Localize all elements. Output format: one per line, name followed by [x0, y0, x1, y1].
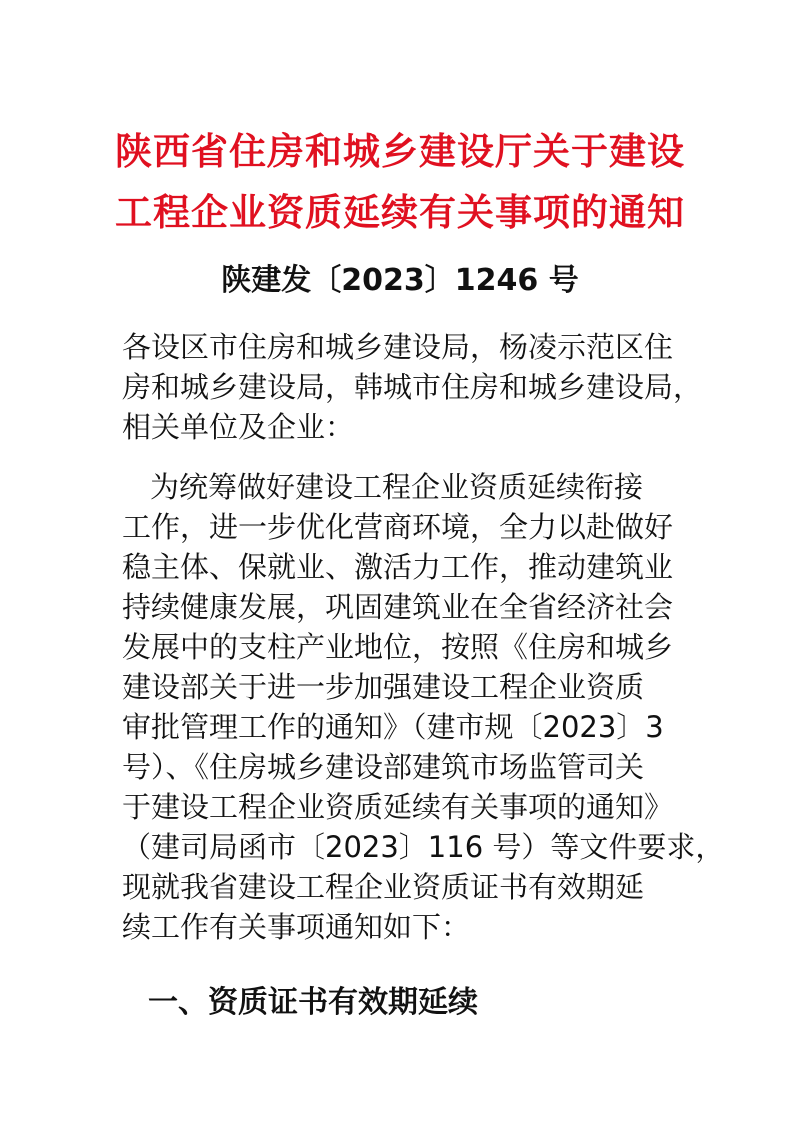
- document-number: 陕建发〔2023〕1246 号: [221, 263, 579, 298]
- body-line-12: 续工作有关事项通知如下：: [122, 910, 471, 944]
- addressee-line-3: 相关单位及企业：: [122, 410, 355, 444]
- body-line-5: 发展中的支柱产业地位，按照《住房和城乡: [122, 630, 674, 664]
- document-title-line-1: 陕西省住房和城乡建设厅关于建设: [115, 130, 685, 173]
- body-line-11: 现就我省建设工程企业资质证书有效期延: [122, 870, 645, 904]
- body-line-8: 号）、《住房城乡建设部建筑市场监管司关: [122, 750, 645, 784]
- body-line-10: （建司局函市〔2023〕116 号）等文件要求，: [122, 830, 725, 864]
- body-line-9: 于建设工程企业资质延续有关事项的通知》: [122, 790, 674, 824]
- addressee-line-1: 各设区市住房和城乡建设局，杨凌示范区住: [122, 330, 674, 364]
- document-title-line-2: 工程企业资质延续有关事项的通知: [115, 191, 685, 234]
- body-line-3: 稳主体、保就业、激活力工作，推动建筑业: [122, 550, 674, 584]
- body-line-4: 持续健康发展，巩固建筑业在全省经济社会: [122, 590, 674, 624]
- body-line-6: 建设部关于进一步加强建设工程企业资质: [122, 670, 645, 704]
- body-line-2: 工作，进一步优化营商环境，全力以赴做好: [122, 510, 674, 544]
- body-line-1: 为统筹做好建设工程企业资质延续衔接: [150, 470, 644, 504]
- body-line-7: 审批管理工作的通知》（建市规〔2023〕3: [122, 710, 664, 744]
- addressee-line-2: 房和城乡建设局，韩城市住房和城乡建设局，: [122, 370, 703, 404]
- section-heading: 一、资质证书有效期延续: [148, 985, 478, 1020]
